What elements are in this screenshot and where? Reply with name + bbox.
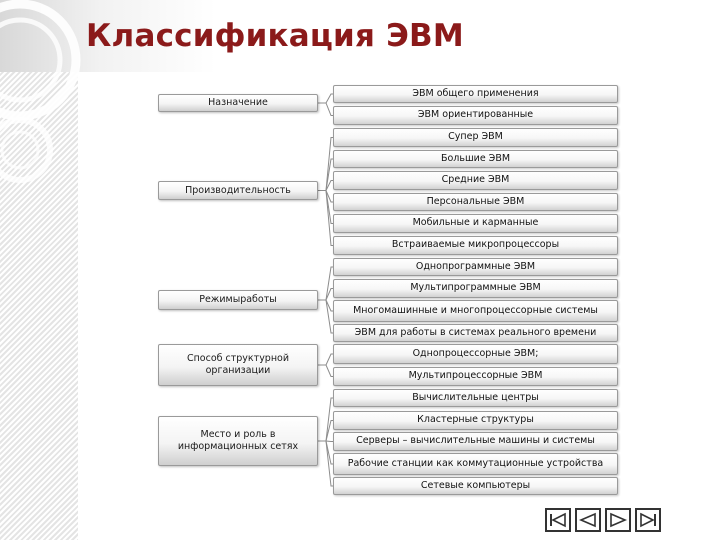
- last-slide-button[interactable]: [635, 508, 661, 532]
- connector-line: [318, 398, 333, 441]
- item-computing-centers: [333, 389, 618, 407]
- item-real-time: [333, 324, 618, 342]
- item-label: Персональные ЭВМ: [426, 195, 525, 207]
- item-workstations: [333, 453, 618, 475]
- connector-line: [318, 421, 333, 442]
- connector-line: [318, 300, 333, 311]
- connector-line: [318, 191, 333, 224]
- category-label: Место и роль в информационных сетях: [177, 429, 299, 452]
- item-midrange: [333, 171, 618, 190]
- item-mobile: [333, 214, 618, 233]
- item-single-program: [333, 258, 618, 276]
- item-label: Однопрограммные ЭВМ: [415, 260, 536, 272]
- connector-line: [318, 267, 333, 300]
- item-personal: [333, 193, 618, 211]
- previous-slide-button[interactable]: [575, 508, 601, 532]
- connector-line: [318, 191, 333, 246]
- category-label: Режимыработы: [199, 294, 277, 305]
- item-specialized: [333, 106, 618, 125]
- item-multimachine: [333, 300, 618, 322]
- item-single-processor: [333, 344, 618, 364]
- item-label: ЭВМ для работы в системах реального времени: [354, 326, 597, 338]
- category-purpose: [158, 94, 318, 112]
- item-label: Кластерные структуры: [417, 414, 534, 426]
- connector-line: [318, 94, 333, 103]
- category-structural-organization: [158, 344, 318, 386]
- last-slide-icon: [638, 511, 658, 529]
- item-mainframes: [333, 150, 618, 168]
- connector-line: [318, 441, 333, 464]
- slide-title: Классификация ЭВМ: [86, 18, 464, 54]
- category-label: Производительность: [185, 184, 291, 196]
- item-embedded: [333, 236, 618, 255]
- item-label: Вычислительные центры: [412, 391, 539, 403]
- next-slide-icon: [608, 511, 628, 529]
- item-servers: [333, 432, 618, 451]
- connector-line: [318, 365, 333, 377]
- category-label: Назначение: [208, 97, 268, 108]
- item-label: Большие ЭВМ: [440, 152, 511, 164]
- item-label: Серверы – вычислительные машины и системы: [356, 435, 595, 447]
- item-label: Средние ЭВМ: [441, 174, 510, 186]
- item-clusters: [333, 411, 618, 430]
- item-label: ЭВМ общего применения: [412, 87, 539, 99]
- item-general-purpose: [333, 85, 618, 103]
- item-label: Сетевые компьютеры: [420, 479, 531, 491]
- item-label: Мультипрограммные ЭВМ: [410, 282, 541, 294]
- item-label: ЭВМ ориентированные: [417, 109, 534, 121]
- connector-line: [318, 159, 333, 191]
- connector-line: [318, 289, 333, 301]
- category-label: Способ структурной организации: [186, 353, 290, 376]
- item-label: Супер ЭВМ: [448, 131, 503, 143]
- category-operating-modes: [158, 290, 318, 310]
- item-label: Рабочие станции как коммутационные устройства: [347, 457, 604, 469]
- connector-line: [318, 103, 333, 116]
- first-slide-icon: [548, 511, 568, 529]
- first-slide-button[interactable]: [545, 508, 571, 532]
- connector-line: [318, 354, 333, 365]
- item-multiprogram: [333, 279, 618, 298]
- item-supercomputers: [333, 128, 618, 147]
- next-slide-button[interactable]: [605, 508, 631, 532]
- item-label: Мобильные и карманные: [412, 217, 539, 229]
- connector-line: [318, 181, 333, 191]
- previous-slide-icon: [578, 511, 598, 529]
- item-label: Многомашинные и многопроцессорные системы: [353, 304, 598, 316]
- slide-navigation: [545, 508, 661, 532]
- category-performance: [158, 181, 318, 200]
- item-label: Встраиваемые микропроцессоры: [391, 239, 560, 251]
- connector-line: [318, 191, 333, 203]
- item-multiprocessor: [333, 367, 618, 386]
- item-label: Однопроцессорные ЭВМ;: [412, 347, 539, 359]
- item-label: Мультипроцессорные ЭВМ: [408, 370, 543, 382]
- category-network-role: [158, 416, 318, 466]
- connector-line: [318, 300, 333, 333]
- connector-line: [318, 138, 333, 191]
- item-network-computers: [333, 477, 618, 495]
